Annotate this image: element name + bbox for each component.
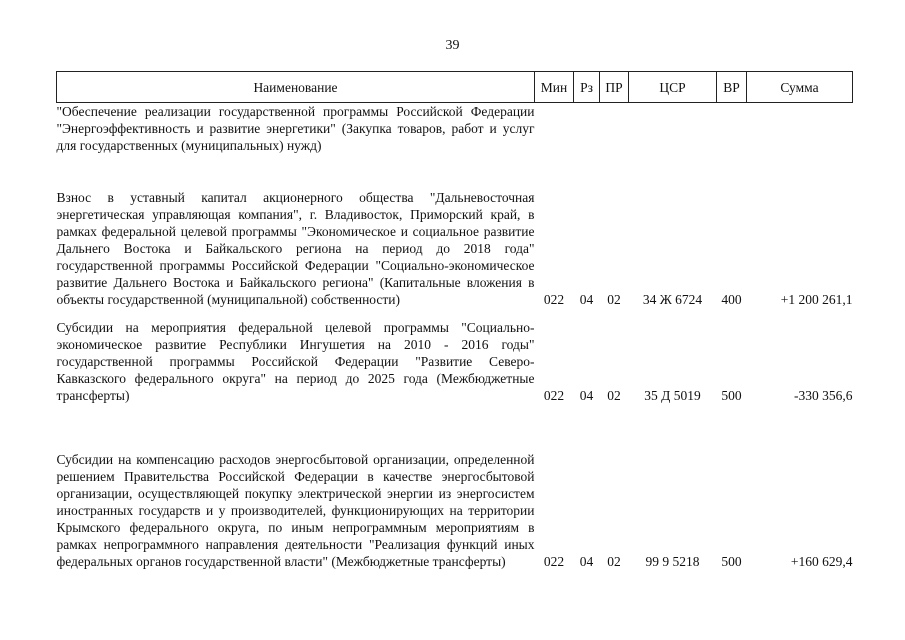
header-sum: Сумма (747, 72, 853, 103)
row-min (535, 103, 574, 161)
row-csr: 35 Д 5019 (644, 388, 701, 403)
row-pr: 02 (607, 388, 621, 403)
table-row (57, 404, 853, 570)
row-rz: 04 (579, 292, 594, 307)
table-row (57, 308, 853, 404)
row-name: Субсидии на мероприятия федеральной целевой программы "Социально-экономическое развитие Республики Ингушетия на 2010 - 2016 годы" государственной программы Российской Федерации "Развитие Северо-Кавказского федерального округа" на период до 2025 года (Межбюджетные трансферты) (56, 320, 535, 403)
header-csr: ЦСР (629, 72, 717, 103)
budget-table (56, 71, 853, 570)
row-rz: 04 (579, 554, 594, 569)
row-vr (717, 103, 747, 161)
header-vr: ВР (717, 72, 747, 103)
row-csr: 34 Ж 6724 (642, 292, 703, 307)
header-pr: ПР (600, 72, 629, 103)
row-sum (747, 103, 853, 161)
row-name: "Обеспечение реализации государственной программы Российской Федерации "Энергоэффективность и развитие энергетики" (Закупка товаров, работ и услуг для государственных (муниципальных) нужд) (56, 104, 535, 153)
row-name: Субсидии на компенсацию расходов энергосбытовой организации, определенной решением Правительства Российской Федерации в качестве энергосбытовой организации, осуществляющей покупку электрической энергии из энергосистем иностранных государств и у производителей, функционирующих на территории Крымского федерального округа, по иным непрограммным мероприятиям в рамках непрограммного направления деятельности "Реализация функций иных федеральных органов государственной власти" (Межбюджетные трансферты) (56, 452, 535, 569)
table-row (57, 103, 853, 161)
row-name: Взнос в уставный капитал акционерного общества "Дальневосточная энергетическая управляющая компания", г. Владивосток, Приморский край, в рамках федеральной целевой программы "Экономическое и социальное развитие Дальнего Востока и Байкальского региона на период до 2018 года" государственной программы Российской Федерации "Социально-экономическое развитие Дальнего Востока и Байкальского региона" (Капитальные вложения в объекты государственной (муниципальной) собственности) (56, 190, 535, 307)
row-sum: +160 629,4 (790, 554, 853, 569)
row-csr (629, 103, 717, 161)
row-rz: 04 (579, 388, 594, 403)
row-min: 022 (543, 554, 565, 569)
row-pr (600, 103, 629, 161)
row-sum: +1 200 261,1 (780, 292, 853, 307)
page-number: 39 (445, 38, 460, 53)
row-vr: 400 (721, 292, 742, 307)
row-pr: 02 (607, 292, 621, 307)
header-rz: Рз (574, 72, 600, 103)
table-row (57, 160, 853, 308)
row-min: 022 (543, 388, 565, 403)
row-csr: 99 9 5218 (645, 554, 700, 569)
header-min: Мин (535, 72, 574, 103)
row-sum: -330 356,6 (794, 388, 853, 403)
header-row (57, 72, 853, 103)
row-vr: 500 (721, 554, 742, 569)
row-vr: 500 (721, 388, 742, 403)
row-pr: 02 (607, 554, 621, 569)
header-name: Наименование (57, 72, 535, 103)
row-rz (574, 103, 600, 161)
row-min: 022 (543, 292, 565, 307)
